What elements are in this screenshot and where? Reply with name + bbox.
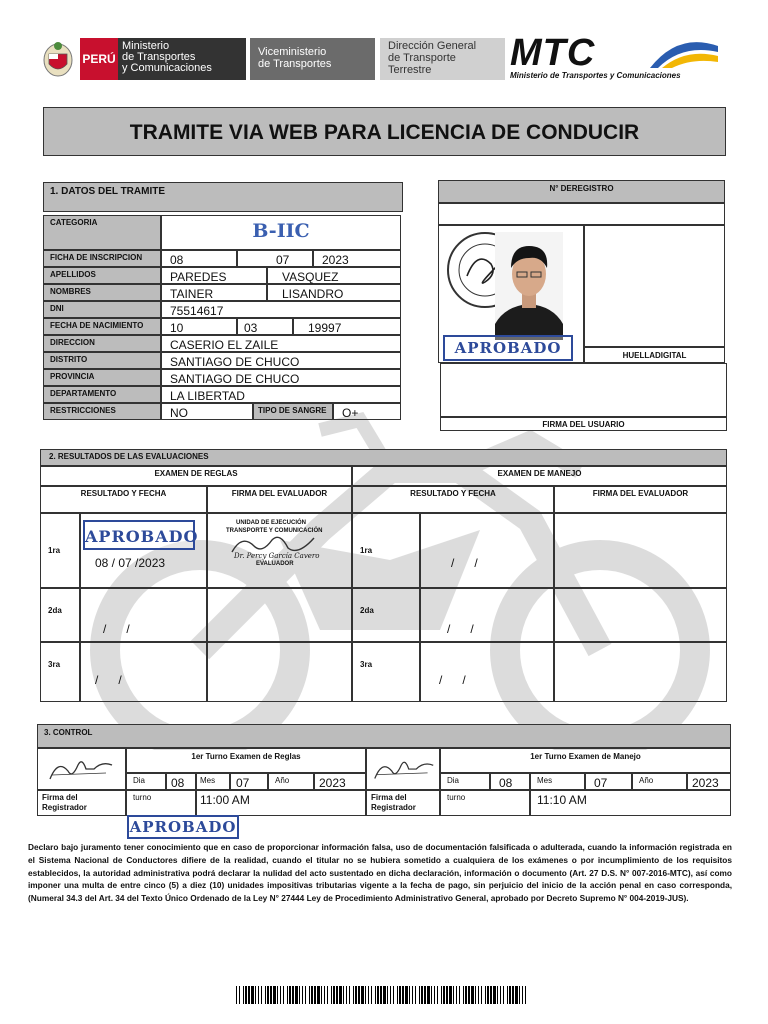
barcode-bar (258, 986, 259, 1004)
barcode-bar (409, 986, 410, 1004)
distrito-value: SANTIAGO DE CHUCO (161, 352, 401, 369)
barcode-bar (387, 986, 388, 1004)
barcode-bar (361, 986, 364, 1004)
categoria-label: CATEGORIA (43, 215, 161, 250)
viceministry-brand (250, 38, 375, 80)
barcode-bar (287, 986, 288, 1004)
barcode (236, 986, 528, 1004)
nacimiento-month: 03 (237, 318, 293, 335)
barcode-bar (515, 986, 518, 1004)
registro-label: N° DEREGISTRO (438, 180, 725, 203)
ficha-month: 07 (237, 250, 313, 267)
manejo-attempt-2-signature (554, 588, 727, 642)
nombre-2: LISANDRO (267, 284, 401, 301)
ministry-line1: Ministerio (122, 40, 170, 52)
firma-usuario-box (440, 363, 727, 417)
barcode-bar (525, 986, 526, 1004)
barcode-bar (358, 986, 360, 1004)
barcode-bar (239, 986, 240, 1004)
barcode-bar (500, 986, 501, 1004)
barcode-bar (503, 986, 504, 1004)
reglas-firma-header: FIRMA DEL EVALUADOR (207, 486, 352, 513)
dni-value: 75514617 (161, 301, 401, 318)
barcode-bar (349, 986, 350, 1004)
barcode-bar (333, 986, 335, 1004)
dir-line1: Dirección General (388, 40, 477, 52)
document-title: TRAMITE VIA WEB PARA LICENCIA DE CONDUCIR (43, 107, 726, 156)
barcode-bar (270, 986, 272, 1004)
eval-unit-line2: TRANSPORTE Y COMUNICACIÓN (226, 528, 323, 534)
manejo-attempt-3-result (420, 642, 554, 702)
nombres-label: NOMBRES (43, 284, 161, 301)
mtc-swoosh-icon (648, 38, 720, 70)
photo-box (438, 225, 584, 363)
barcode-bar (490, 986, 492, 1004)
sangre-label: TIPO DE SANGRE (253, 403, 333, 420)
manejo-attempt-2-label: 2da (352, 588, 420, 642)
barcode-bar (305, 986, 306, 1004)
barcode-bar (446, 986, 448, 1004)
barcode-bar (443, 986, 445, 1004)
barcode-bar (522, 986, 523, 1004)
barcode-bar (368, 986, 369, 1004)
registrador-signature-2 (371, 755, 437, 785)
reglas-attempt-2-result (80, 588, 207, 642)
vice-line1: Viceministerio (258, 46, 327, 58)
direccion-label: DIRECCION (43, 335, 161, 352)
barcode-bar (289, 986, 291, 1004)
barcode-bar (399, 986, 401, 1004)
manejo-header: EXAMEN DE MANEJO (352, 466, 727, 486)
reglas-header: EXAMEN DE REGLAS (40, 466, 352, 486)
registro-value (438, 203, 725, 225)
barcode-bar (393, 986, 394, 1004)
manejo-attempt-1-result (420, 513, 554, 588)
departamento-value: LA LIBERTAD (161, 386, 401, 403)
reglas-attempt-1-date: 08 / 07 /2023 (95, 556, 166, 570)
mtc-logo (508, 34, 723, 82)
barcode-bar (277, 986, 278, 1004)
restricciones-value: NO (161, 403, 253, 420)
apellido-paterno: PAREDES (161, 267, 267, 284)
barcode-bar (317, 986, 320, 1004)
barcode-bar (421, 986, 423, 1004)
reglas-turno-header: 1er Turno Examen de Reglas (126, 748, 366, 773)
ministry-line3: y Comunicaciones (122, 62, 212, 74)
barcode-bar (336, 986, 338, 1004)
manejo-turno-value: 11:10 AM (530, 790, 731, 816)
barcode-bar (339, 986, 342, 1004)
barcode-bar (248, 986, 250, 1004)
manejo-firma-line1: Firma del (371, 793, 407, 802)
barcode-bar (251, 986, 254, 1004)
barcode-bar (255, 986, 256, 1004)
mtc-subtitle: Ministerio de Transportes y Comunicaciones (510, 71, 681, 80)
section2-title: 2. RESULTADOS DE LAS EVALUACIONES (40, 449, 727, 466)
nacimiento-year: 19997 (293, 318, 401, 335)
ficha-label: FICHA DE INSCRIPCION (43, 250, 161, 267)
reglas-mes-label: Mes (196, 773, 230, 790)
barcode-bar (397, 986, 398, 1004)
barcode-bar (331, 986, 332, 1004)
legal-declaration: Declaro bajo juramento tener conocimiento que en caso de proporcionar información falsa, uso de documentación falsificada o adulterada, cuando la información registrada en el Sistema Nacional de Conductores difiere de la realidad, cuando el titular no se hubiera sometido a cualquiera de los exámenes o por incumplimiento de los requisitos establecidos, la autoridad administrativa podrá declarar la nulidad del acto sustentado en dicha declaración, información o documento (Art. 27 D.S. N° 007-2016-MTC), así como imponer una multa de entre cinco (5) a diez (10) unidades impositivas tributarias vigente a la fecha de pago, sin perjuicio del inicio de la acción penal en caso corresponda, (Numeral 34.3 del Art. 34 del Texto Único Ordenado de la Ley N° 27444 Ley de Procedimiento Administrativo General, aprobado por Decreto Supremo N° 004-2019-JUS). (28, 842, 732, 904)
personal-data-table (43, 215, 403, 420)
nacimiento-label: FECHA DE NACIMIENTO (43, 318, 161, 335)
registrador-signature-1 (46, 755, 116, 785)
barcode-bar (509, 986, 511, 1004)
barcode-bar (453, 986, 454, 1004)
reglas-attempt-3-label: 3ra (40, 642, 80, 702)
barcode-bar (437, 986, 438, 1004)
barcode-bar (383, 986, 386, 1004)
manejo-resultado-header: RESULTADO Y FECHA (352, 486, 554, 513)
huella-box (584, 225, 725, 347)
manejo-mes-label: Mes (530, 773, 585, 790)
barcode-bar (434, 986, 435, 1004)
manejo-registrador-signature (366, 748, 440, 790)
vice-line2: de Transportes (258, 58, 332, 70)
manejo-attempt-1-signature (554, 513, 727, 588)
barcode-bar (375, 986, 376, 1004)
barcode-bar (512, 986, 514, 1004)
barcode-bar (441, 986, 442, 1004)
manejo-mes-value: 07 (585, 773, 632, 790)
barcode-bar (321, 986, 322, 1004)
barcode-bar (236, 986, 237, 1004)
peru-brand (80, 38, 246, 80)
reglas-mes-value: 07 (230, 773, 268, 790)
dni-label: DNI (43, 301, 161, 318)
barcode-bar (431, 986, 432, 1004)
barcode-bar (519, 986, 520, 1004)
mtc-letters: MTC (510, 32, 596, 74)
ficha-day: 08 (161, 250, 237, 267)
manejo-dia-label: Dia (440, 773, 490, 790)
manejo-attempt-3-signature (554, 642, 727, 702)
nombre-1: TAINER (161, 284, 267, 301)
photo-aprobado-stamp: APROBADO (443, 335, 573, 361)
manejo-firma-line2: Registrador (371, 803, 416, 812)
departamento-label: DEPARTAMENTO (43, 386, 161, 403)
reglas-anio-value: 2023 (314, 773, 366, 790)
manejo-attempt-3-date: / / (439, 673, 466, 687)
reglas-anio-label: Año (268, 773, 314, 790)
barcode-bar (267, 986, 269, 1004)
apellido-materno: VASQUEZ (267, 267, 401, 284)
direction-brand (380, 38, 505, 80)
eval-unit-line1: UNIDAD DE EJECUCIÓN (236, 520, 307, 526)
barcode-bar (283, 986, 284, 1004)
manejo-attempt-3-label: 3ra (352, 642, 420, 702)
barcode-bar (353, 986, 354, 1004)
barcode-bar (243, 986, 244, 1004)
barcode-bar (280, 986, 281, 1004)
barcode-bar (365, 986, 366, 1004)
manejo-anio-value: 2023 (687, 773, 731, 790)
barcode-bar (324, 986, 325, 1004)
barcode-bar (481, 986, 482, 1004)
reglas-attempt-3-signature (207, 642, 352, 702)
dir-line3: Terrestre (388, 64, 432, 76)
categoria-value: B-IIC (161, 215, 401, 250)
barcode-bar (327, 986, 328, 1004)
barcode-bar (265, 986, 266, 1004)
barcode-bar (311, 986, 313, 1004)
barcode-bar (343, 986, 344, 1004)
reglas-firma-line2: Registrador (42, 803, 87, 812)
barcode-bar (390, 986, 391, 1004)
sangre-value: O+ (333, 403, 401, 420)
restricciones-label: RESTRICCIONES (43, 403, 161, 420)
reglas-attempt-3-result (80, 642, 207, 702)
barcode-bar (405, 986, 408, 1004)
nacimiento-day: 10 (161, 318, 237, 335)
manejo-anio-label: Año (632, 773, 687, 790)
barcode-bar (415, 986, 416, 1004)
barcode-bar (449, 986, 452, 1004)
barcode-bar (302, 986, 303, 1004)
barcode-bar (245, 986, 247, 1004)
barcode-bar (507, 986, 508, 1004)
manejo-firma-header: FIRMA DEL EVALUADOR (554, 486, 727, 513)
barcode-bar (459, 986, 460, 1004)
barcode-bar (292, 986, 294, 1004)
reglas-attempt-1-signature (207, 513, 352, 588)
manejo-turno-header: 1er Turno Examen de Manejo (440, 748, 731, 773)
barcode-bar (478, 986, 479, 1004)
reglas-resultado-header: RESULTADO Y FECHA (40, 486, 207, 513)
barcode-bar (424, 986, 426, 1004)
dir-line2: de Transporte (388, 52, 456, 64)
barcode-bar (346, 986, 347, 1004)
barcode-bar (377, 986, 379, 1004)
manejo-turno-label: turno (440, 790, 530, 816)
manejo-attempt-2-result (420, 588, 554, 642)
user-photo (495, 232, 563, 340)
barcode-bar (493, 986, 496, 1004)
barcode-bar (419, 986, 420, 1004)
barcode-bar (465, 986, 467, 1004)
barcode-bar (463, 986, 464, 1004)
provincia-label: PROVINCIA (43, 369, 161, 386)
barcode-bar (468, 986, 470, 1004)
barcode-bar (485, 986, 486, 1004)
reglas-attempt-1-label: 1ra (40, 513, 80, 588)
reglas-attempt-3-date: / / (95, 673, 122, 687)
reglas-firma-registrador-label (37, 790, 126, 816)
barcode-bar (456, 986, 457, 1004)
barcode-bar (380, 986, 382, 1004)
barcode-bar (371, 986, 372, 1004)
barcode-bar (402, 986, 404, 1004)
provincia-value: SANTIAGO DE CHUCO (161, 369, 401, 386)
reglas-attempt-1-result (80, 513, 207, 588)
barcode-bar (471, 986, 474, 1004)
manejo-firma-registrador-label (366, 790, 440, 816)
control-aprobado-stamp: APROBADO (127, 815, 239, 839)
peru-label: PERÚ (80, 38, 118, 80)
reglas-attempt-2-signature (207, 588, 352, 642)
ficha-year: 2023 (313, 250, 401, 267)
reglas-dia-label: Dia (126, 773, 166, 790)
barcode-bar (309, 986, 310, 1004)
reglas-turno-value: 11:00 AM (196, 790, 366, 816)
reglas-attempt-2-label: 2da (40, 588, 80, 642)
manejo-attempt-1-date: / / (451, 556, 478, 570)
peru-coat-of-arms (40, 38, 76, 80)
reglas-turno-label: turno (126, 790, 196, 816)
manejo-attempt-2-date: / / (447, 622, 474, 636)
reglas-registrador-signature (37, 748, 126, 790)
section3-title: 3. CONTROL (37, 724, 731, 748)
manejo-dia-value: 08 (490, 773, 530, 790)
reglas-aprobado-stamp: APROBADO (83, 520, 195, 550)
distrito-label: DISTRITO (43, 352, 161, 369)
reglas-attempt-2-date: / / (103, 622, 130, 636)
barcode-bar (314, 986, 316, 1004)
barcode-bar (261, 986, 262, 1004)
huella-label: HUELLADIGITAL (584, 347, 725, 363)
ministry-line2: de Transportes (122, 51, 196, 63)
reglas-firma-line1: Firma del (42, 793, 78, 802)
barcode-bar (487, 986, 489, 1004)
barcode-bar (497, 986, 498, 1004)
section1-title: 1. DATOS DEL TRAMITE (43, 182, 403, 212)
reglas-dia-value: 08 (166, 773, 196, 790)
evaluator-name: Dr. Percy García Cavero (234, 552, 320, 560)
apellidos-label: APELLIDOS (43, 267, 161, 284)
barcode-bar (412, 986, 413, 1004)
barcode-bar (273, 986, 276, 1004)
barcode-bar (355, 986, 357, 1004)
manejo-attempt-1-label: 1ra (352, 513, 420, 588)
direccion-value: CASERIO EL ZAILE (161, 335, 401, 352)
barcode-bar (295, 986, 298, 1004)
barcode-bar (427, 986, 430, 1004)
barcode-bar (299, 986, 300, 1004)
barcode-bar (475, 986, 476, 1004)
evaluator-role: EVALUADOR (256, 561, 294, 567)
firma-usuario-label: FIRMA DEL USUARIO (440, 417, 727, 431)
